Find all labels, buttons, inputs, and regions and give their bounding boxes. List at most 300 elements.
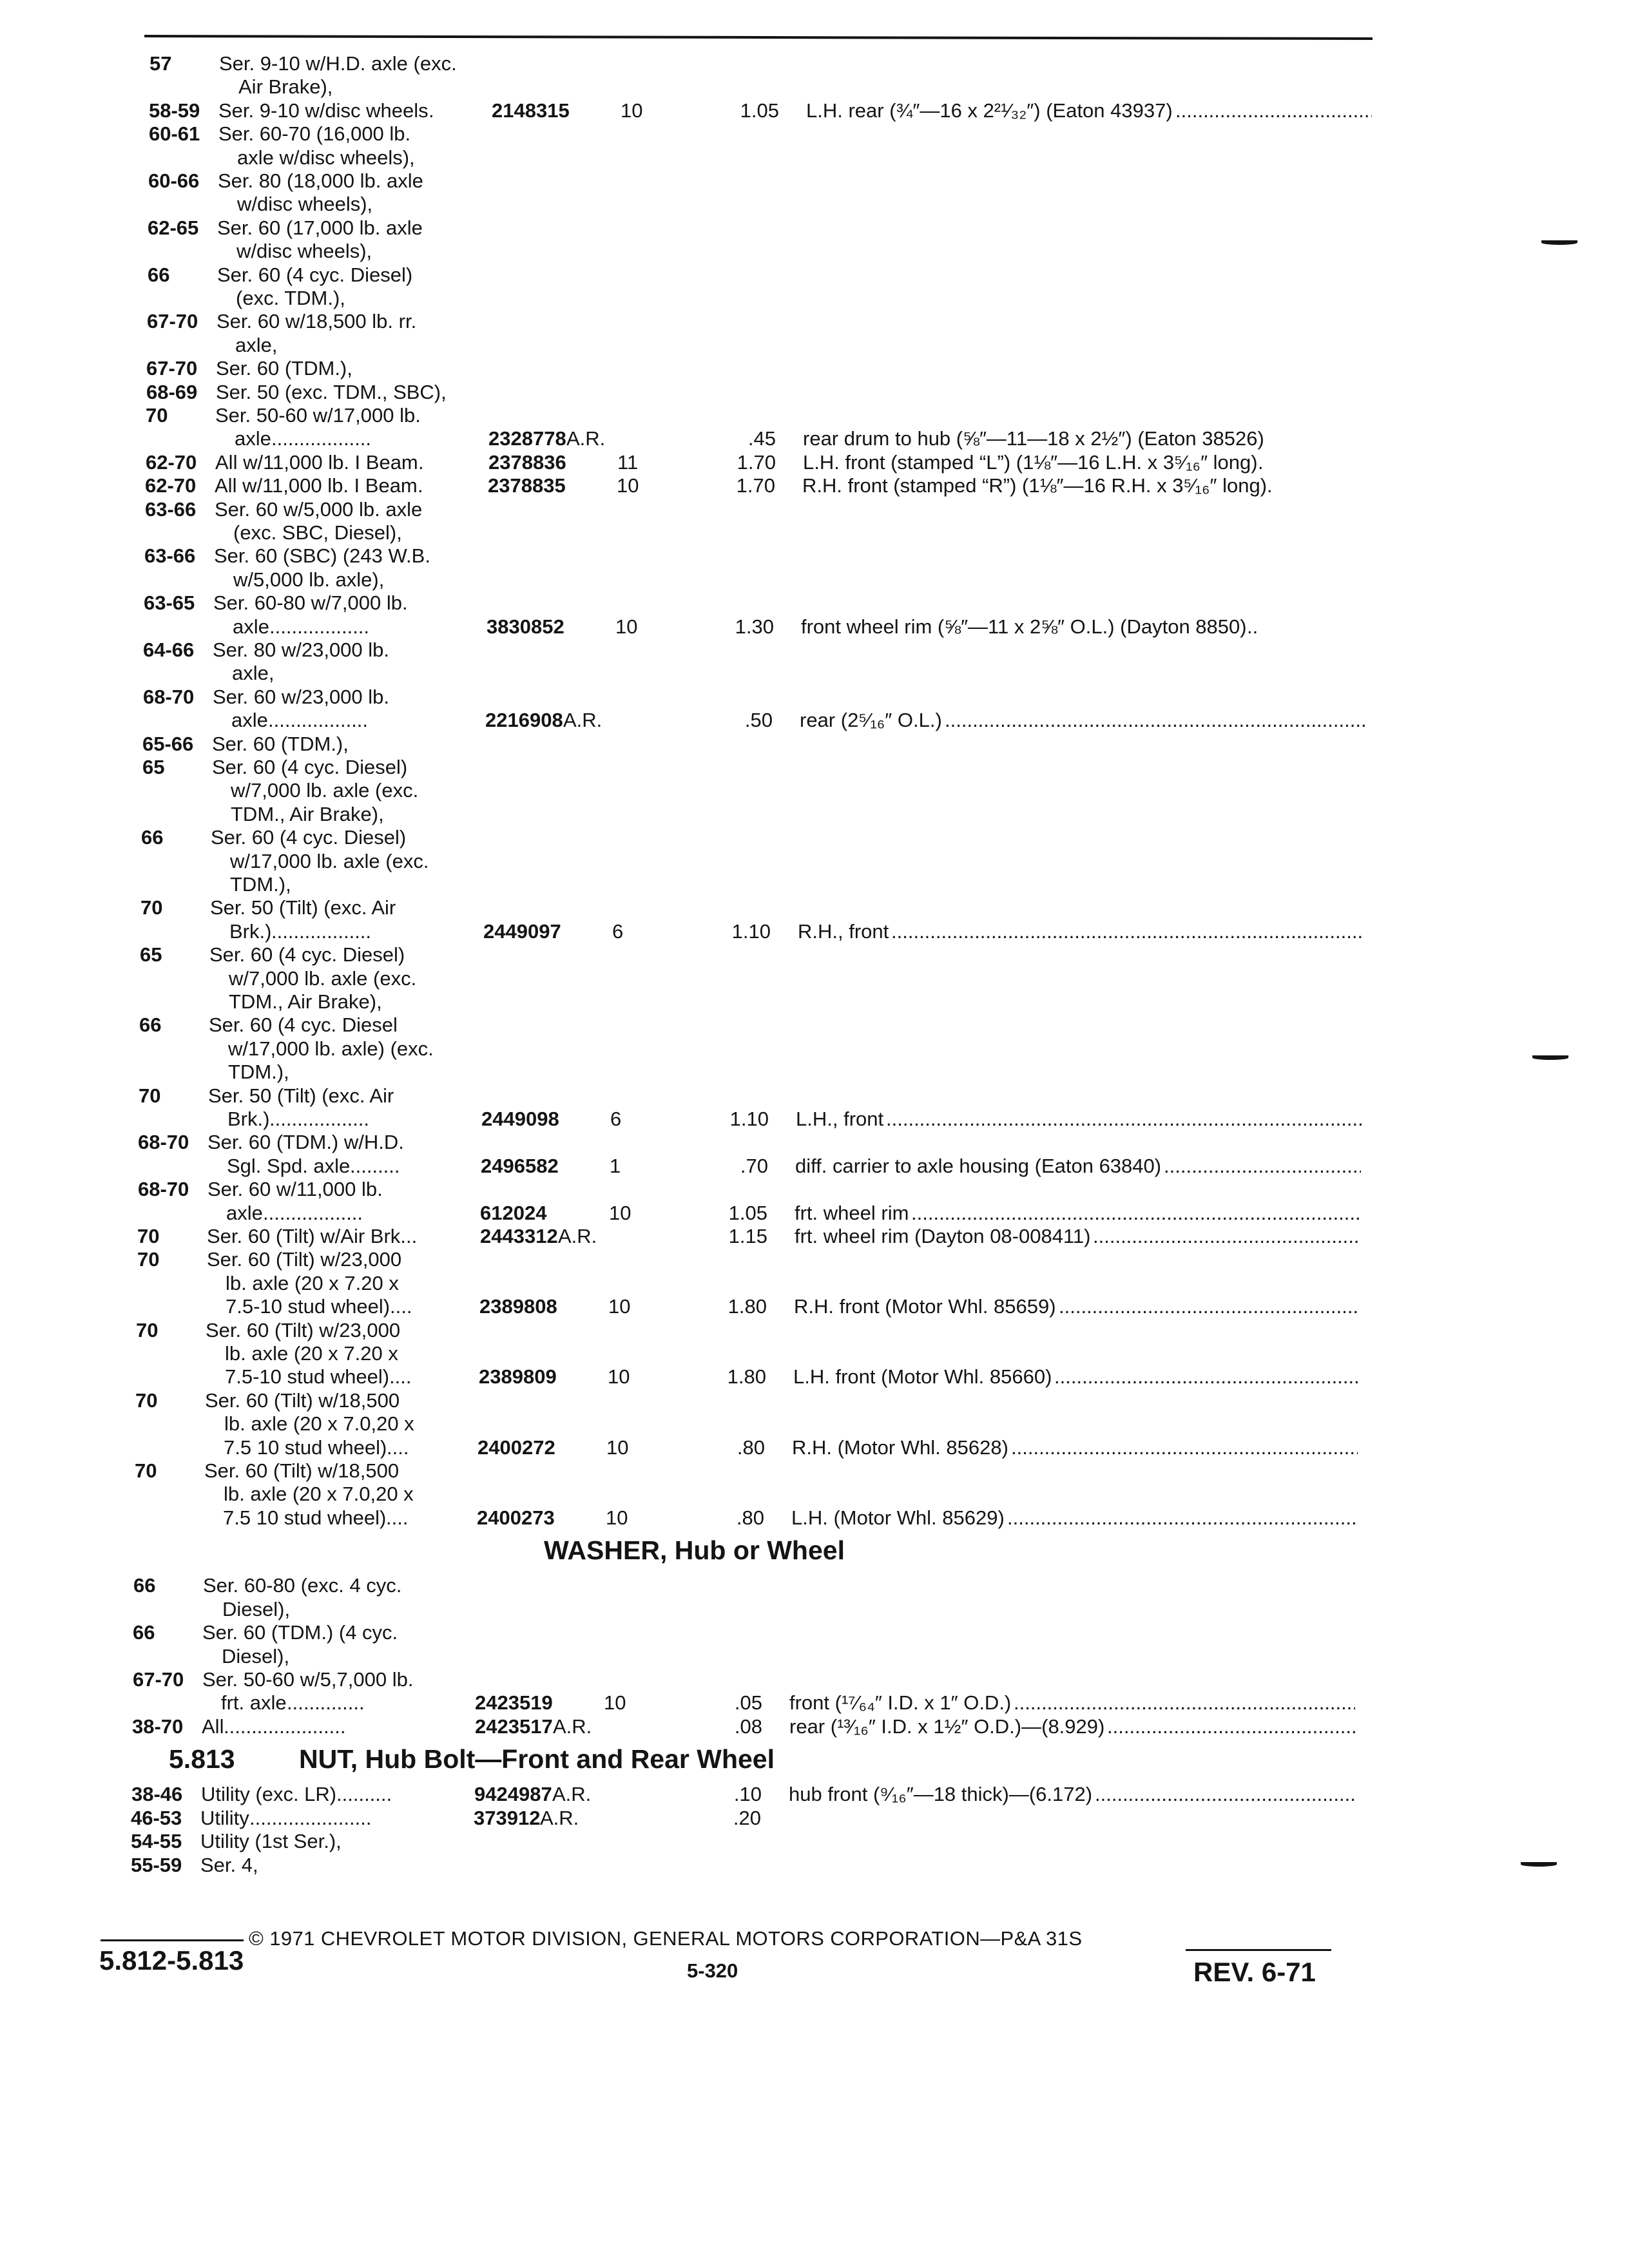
application: Ser. 60 (Tilt) w/Air Brk.	[207, 1225, 406, 1247]
footer-rule-left	[101, 1939, 244, 1941]
catalog-row	[0, 568, 1629, 592]
description: rear drum to hub (⅝″—11—18 x 2½″) (Eaton 38526)	[803, 427, 1264, 450]
application-leader: .........	[350, 1154, 400, 1177]
application: All	[202, 1715, 224, 1738]
application: axle,	[235, 333, 278, 356]
model-year: 54-55	[131, 1830, 182, 1853]
description-leader	[911, 1201, 1360, 1225]
application: w/disc wheels),	[236, 240, 372, 263]
application: All w/11,000 lb. I Beam	[215, 474, 418, 497]
model-year: 58-59	[149, 99, 200, 122]
description-leader	[1175, 99, 1372, 123]
catalog-row	[0, 1318, 1629, 1343]
application: Ser. 60 w/11,000 lb.	[207, 1178, 383, 1201]
catalog-row	[0, 990, 1629, 1014]
catalog-row	[0, 99, 1629, 123]
catalog-row	[0, 591, 1629, 615]
price: 1.80	[727, 1365, 766, 1389]
catalog-row	[0, 1597, 1629, 1622]
application: Utility (1st Ser.),	[200, 1830, 342, 1853]
catalog-row	[0, 1177, 1629, 1202]
catalog-row	[0, 708, 1629, 733]
price: 1.05	[728, 1201, 767, 1224]
binder-mark	[1521, 1862, 1557, 1867]
catalog-row	[0, 52, 1629, 76]
catalog-row	[0, 1482, 1629, 1506]
model-year: 62-70	[146, 450, 197, 474]
application-leader: ..................	[268, 709, 369, 732]
model-year: 66	[133, 1574, 156, 1597]
application: 7.5 10 stud wheel)	[223, 1506, 387, 1529]
catalog-row	[0, 849, 1629, 874]
application: w/disc wheels),	[237, 193, 373, 216]
quantity: A.R.	[552, 1783, 592, 1806]
application: Ser. 9-10 w/H.D. axle (exc.	[219, 52, 457, 75]
section-range: 5.812-5.813	[99, 1945, 244, 1975]
model-year: 55-59	[131, 1853, 182, 1876]
part-number: 2449098	[481, 1108, 559, 1130]
model-year: 66	[133, 1621, 155, 1644]
catalog-row	[0, 497, 1629, 522]
price: 1.80	[728, 1295, 767, 1318]
catalog-row	[0, 122, 1629, 146]
application-leader: ....	[389, 1365, 412, 1389]
application: Ser. 50 (Tilt) (exc. Air	[210, 896, 396, 919]
catalog-row	[0, 778, 1629, 803]
description: R.H. (Motor Whl. 85628)	[792, 1436, 1008, 1459]
part-number: 2328778	[488, 427, 566, 450]
quantity: A.R.	[540, 1806, 579, 1829]
model-year: 67-70	[133, 1667, 184, 1691]
model-year: 60-61	[149, 122, 200, 146]
application-leader: ..	[406, 1225, 418, 1247]
application: Ser. 60 (Tilt) w/18,500	[204, 1459, 400, 1482]
section-title: NUT, Hub Bolt—Front and Rear Wheel	[299, 1744, 775, 1774]
model-year: 38-46	[131, 1783, 183, 1806]
catalog-row	[0, 75, 1629, 99]
catalog-row	[0, 1506, 1629, 1530]
application: axle	[233, 615, 269, 638]
model-year: 70	[140, 896, 163, 919]
catalog-row	[0, 1013, 1629, 1037]
model-year: 66	[141, 826, 164, 849]
price: .10	[733, 1783, 762, 1806]
application: axle	[226, 1201, 263, 1224]
application: Ser. 60 (4 cyc. Diesel)	[212, 756, 408, 778]
quantity: 10	[604, 1691, 626, 1715]
application-leader: ..................	[269, 1108, 370, 1130]
part-number: 2378835	[488, 474, 566, 497]
application-leader: ..................	[269, 615, 370, 638]
application-leader: ..................	[263, 1201, 363, 1224]
catalog-row	[0, 1130, 1629, 1155]
catalog-row	[0, 802, 1629, 827]
model-year: 67-70	[146, 357, 198, 380]
application: Ser. 60 (Tilt) w/23,000	[206, 1318, 401, 1341]
section-heading-row	[0, 1535, 1629, 1568]
application-leader: ..................	[271, 427, 372, 450]
catalog-row	[0, 1154, 1629, 1178]
quantity: 10	[608, 1365, 630, 1389]
quantity: 6	[610, 1108, 622, 1130]
description-leader	[1014, 1691, 1355, 1715]
section-heading-row	[0, 1744, 1629, 1777]
part-number: 2389809	[479, 1365, 557, 1389]
model-year: 65	[140, 943, 162, 966]
model-year: 70	[137, 1248, 160, 1271]
part-number: 2389808	[479, 1295, 557, 1318]
application: All w/11,000 lb. I Beam	[215, 450, 418, 474]
part-number: 2423519	[475, 1691, 553, 1715]
catalog-row	[0, 966, 1629, 991]
model-year: 65-66	[142, 732, 194, 755]
application: Diesel),	[222, 1597, 291, 1620]
application-leader: ..................	[271, 919, 372, 943]
application: lb. axle (20 x 7.20 x	[226, 1271, 399, 1294]
catalog-row	[0, 1644, 1629, 1669]
model-year: 68-70	[138, 1178, 189, 1201]
description-leader	[1011, 1436, 1358, 1460]
application: Ser. 60 w/23,000 lb.	[213, 685, 390, 708]
catalog-row	[0, 1084, 1629, 1108]
copyright-line: © 1971 CHEVROLET MOTOR DIVISION, GENERAL MOTORS CORPORATION—P&A 31S	[249, 1927, 1083, 1950]
model-year: 70	[136, 1318, 159, 1341]
quantity: A.R.	[563, 709, 602, 732]
description-leader	[1059, 1294, 1360, 1319]
application: Utility	[200, 1806, 249, 1829]
price: 1.15	[728, 1225, 767, 1247]
application-leader: ....	[390, 1295, 412, 1318]
model-year: 68-70	[138, 1131, 189, 1154]
application: axle w/disc wheels),	[237, 146, 415, 169]
catalog-row	[0, 1294, 1629, 1319]
catalog-row	[0, 192, 1629, 216]
description: front wheel rim (⅝″—11 x 2⅝″ O.L.) (Dayton 8850)	[801, 615, 1247, 638]
application: Diesel),	[222, 1644, 290, 1667]
description-leader	[1007, 1506, 1357, 1530]
model-year: 70	[139, 1084, 161, 1107]
description: L.H. front (Motor Whl. 85660)	[793, 1365, 1052, 1389]
application: Ser. 50 (Tilt) (exc. Air	[208, 1084, 394, 1107]
description: frt. wheel rim	[795, 1201, 909, 1224]
application: Ser. 60 (TDM.),	[216, 357, 352, 380]
description: frt. wheel rim (Dayton 08-008411)	[795, 1225, 1091, 1247]
description-leader: .	[1267, 474, 1273, 497]
description: hub front (⁹⁄₁₆″—18 thick)—(6.172)	[789, 1783, 1093, 1806]
catalog-row	[0, 356, 1629, 381]
catalog-row	[0, 1459, 1629, 1483]
catalog-row	[0, 1224, 1629, 1249]
application: Ser. 60 (TDM.) (4 cyc.	[202, 1621, 398, 1644]
catalog-row	[0, 732, 1629, 756]
application: Ser. 60 (Tilt) w/23,000	[207, 1248, 402, 1271]
model-year: 62-65	[148, 216, 199, 239]
model-year: 70	[146, 404, 168, 427]
catalog-row	[0, 1691, 1629, 1715]
price: .80	[736, 1506, 764, 1529]
description: rear (¹³⁄₁₆″ I.D. x 1½″ O.D.)—(8.929)	[789, 1715, 1105, 1738]
catalog-row	[0, 661, 1629, 686]
quantity: 10	[615, 615, 638, 638]
price: 1.70	[736, 474, 775, 497]
catalog-row	[0, 169, 1629, 193]
model-year: 64-66	[143, 639, 195, 661]
catalog-row	[0, 1389, 1629, 1413]
application: lb. axle (20 x 7.20 x	[225, 1342, 398, 1365]
catalog-row	[0, 1620, 1629, 1645]
binder-mark	[1541, 240, 1577, 245]
price: .08	[734, 1715, 762, 1738]
description: L.H. rear (¾″—16 x 2²¹⁄₃₂″) (Eaton 43937)	[806, 99, 1173, 122]
model-year: 68-69	[146, 380, 198, 403]
model-year: 63-65	[144, 591, 195, 615]
model-year: 65	[142, 756, 165, 778]
model-year: 70	[137, 1225, 160, 1247]
application: Ser. 60 (Tilt) w/18,500	[205, 1389, 400, 1412]
application: Ser. 80 (18,000 lb. axle	[218, 169, 423, 192]
quantity: 10	[606, 1436, 629, 1459]
application: frt. axle	[221, 1691, 287, 1715]
page-number: 5-320	[687, 1959, 738, 1982]
catalog-row	[0, 1271, 1629, 1296]
section-number: 5.813	[169, 1744, 235, 1774]
model-year: 46-53	[131, 1806, 182, 1829]
description-leader	[1093, 1224, 1360, 1249]
application: (exc. TDM.),	[236, 287, 345, 309]
catalog-row	[0, 1201, 1629, 1225]
part-number: 2148315	[492, 99, 570, 122]
catalog-row	[0, 380, 1629, 405]
description: R.H., front	[798, 919, 889, 943]
part-number: 9424987	[474, 1783, 552, 1806]
application: Ser. 60 (TDM.),	[212, 732, 349, 755]
description: R.H. front (stamped “R”) (1⅛″—16 R.H. x 3⁵⁄₁₆″ long)	[802, 474, 1268, 497]
model-year: 66	[139, 1014, 162, 1037]
application: axle	[231, 709, 268, 732]
model-year: 57	[149, 52, 172, 75]
catalog-row	[0, 309, 1629, 334]
application: Ser. 60 w/18,500 lb. rr.	[217, 310, 417, 333]
catalog-row	[0, 685, 1629, 709]
catalog-row	[0, 919, 1629, 944]
catalog-row	[0, 403, 1629, 428]
description: diff. carrier to axle housing (Eaton 63840)	[795, 1154, 1162, 1177]
description-leader: ..	[1247, 615, 1258, 638]
price: .50	[744, 709, 773, 732]
application: TDM., Air Brake),	[231, 802, 384, 825]
quantity: 6	[612, 919, 624, 943]
description-leader	[1164, 1154, 1361, 1178]
price: 1.30	[735, 615, 774, 638]
price: 1.05	[740, 99, 779, 122]
part-number: 2443312	[480, 1225, 558, 1247]
catalog-row	[0, 1715, 1629, 1739]
footer-rule-right	[1186, 1949, 1331, 1951]
catalog-row	[0, 825, 1629, 850]
application: w/17,000 lb. axle (exc.	[230, 849, 429, 872]
quantity: 10	[621, 99, 643, 122]
part-number: 2400273	[477, 1506, 555, 1529]
price: 1.10	[731, 919, 771, 943]
quantity: 11	[617, 450, 639, 474]
application: Ser. 4,	[200, 1853, 258, 1876]
application: w/5,000 lb. axle),	[233, 568, 385, 591]
application: Ser. 50-60 w/17,000 lb.	[215, 404, 421, 427]
model-year: 63-66	[145, 497, 197, 521]
application: 7.5-10 stud wheel)	[225, 1365, 390, 1389]
description-leader: .	[1258, 450, 1264, 474]
application-leader: ..............	[287, 1691, 365, 1715]
application: axle	[235, 427, 271, 450]
catalog-row	[0, 263, 1629, 287]
description-leader	[945, 708, 1365, 733]
application: 7.5-10 stud wheel)	[226, 1295, 390, 1318]
application-leader: .	[418, 474, 423, 497]
catalog-row	[0, 896, 1629, 920]
catalog-row	[0, 872, 1629, 897]
top-rule	[144, 35, 1373, 40]
part-number: 2449097	[483, 919, 561, 943]
catalog-row	[0, 239, 1629, 264]
application: Ser. 9-10 w/disc wheels	[218, 99, 429, 122]
catalog-row	[0, 216, 1629, 240]
price: 1.70	[737, 450, 776, 474]
catalog-row	[0, 1573, 1629, 1598]
application: Ser. 50 (exc. TDM., SBC),	[216, 380, 447, 403]
model-year: 38-70	[132, 1715, 184, 1738]
quantity: 1	[610, 1154, 621, 1177]
application: 7.5 10 stud wheel)	[224, 1436, 387, 1459]
catalog-row	[0, 1829, 1629, 1854]
description: L.H. (Motor Whl. 85629)	[791, 1506, 1005, 1529]
model-year: 66	[148, 263, 170, 286]
price: .45	[747, 427, 776, 450]
catalog-row	[0, 1412, 1629, 1436]
description-leader	[1095, 1782, 1354, 1807]
application: Ser. 60 (SBC) (243 W.B.	[214, 544, 430, 568]
section-title: WASHER, Hub or Wheel	[544, 1535, 845, 1565]
price: 1.10	[729, 1108, 769, 1130]
application: w/7,000 lb. axle (exc.	[231, 779, 419, 802]
catalog-row	[0, 1667, 1629, 1692]
application: TDM.),	[228, 1061, 289, 1084]
application: TDM., Air Brake),	[229, 990, 382, 1013]
model-year: 62-70	[145, 474, 197, 497]
part-number: 2496582	[481, 1154, 559, 1177]
description-leader	[1107, 1715, 1355, 1739]
application: lb. axle (20 x 7.0,20 x	[224, 1412, 414, 1436]
application-leader: .	[418, 450, 424, 474]
application: Sgl. Spd. axle	[227, 1154, 351, 1177]
application: (exc. SBC, Diesel),	[233, 521, 402, 544]
quantity: A.R.	[558, 1225, 597, 1247]
binder-mark	[1532, 1055, 1568, 1060]
part-number: 612024	[480, 1201, 547, 1224]
part-number: 2423517	[475, 1715, 553, 1738]
application: Ser. 60-70 (16,000 lb.	[218, 122, 411, 146]
catalog-row	[0, 755, 1629, 780]
application-leader: ......................	[224, 1715, 346, 1738]
catalog-row	[0, 1806, 1629, 1831]
quantity: 10	[606, 1506, 628, 1529]
revision-label: REV. 6-71	[1193, 1957, 1316, 1987]
application: Ser. 60-80 (exc. 4 cyc.	[203, 1574, 402, 1597]
model-year: 60-66	[148, 169, 200, 192]
application: Ser. 60 (4 cyc. Diesel)	[211, 826, 407, 849]
price: .05	[734, 1691, 762, 1715]
catalog-row	[0, 521, 1629, 545]
application: lb. axle (20 x 7.0,20 x	[224, 1483, 414, 1506]
model-year: 68-70	[143, 685, 195, 708]
catalog-row	[0, 333, 1629, 358]
catalog-row	[0, 1037, 1629, 1061]
application: Utility (exc. LR)	[201, 1783, 337, 1806]
part-number: 3830852	[487, 615, 564, 638]
part-number: 373912	[474, 1806, 541, 1829]
description-leader	[1054, 1365, 1359, 1389]
catalog-row	[0, 615, 1629, 639]
description: front (¹⁷⁄₆₄″ I.D. x 1″ O.D.)	[789, 1691, 1012, 1715]
application: Ser. 50-60 w/5,7,000 lb.	[202, 1667, 414, 1691]
application-leader: ..........	[336, 1783, 392, 1806]
catalog-row	[0, 1107, 1629, 1131]
application: Ser. 60 w/5,000 lb. axle	[215, 497, 423, 521]
application: TDM.),	[230, 873, 291, 896]
description: rear (2⁵⁄₁₆″ O.L.)	[800, 709, 942, 732]
catalog-row	[0, 1247, 1629, 1272]
application: axle,	[232, 662, 275, 685]
catalog-row	[0, 474, 1629, 498]
part-number: 2378836	[488, 450, 566, 474]
model-year: 63-66	[144, 544, 196, 568]
application-leader: ......................	[249, 1806, 372, 1829]
application: Air Brake),	[238, 75, 333, 99]
catalog-row	[0, 450, 1629, 475]
application: Ser. 60 (17,000 lb. axle	[217, 216, 423, 239]
model-year: 70	[135, 1389, 158, 1412]
description-leader	[886, 1107, 1362, 1131]
price: .70	[740, 1154, 768, 1177]
quantity: 10	[617, 474, 639, 497]
application: Brk.)	[227, 1108, 270, 1130]
catalog-row	[0, 146, 1629, 170]
part-number: 2400272	[477, 1436, 555, 1459]
application: w/7,000 lb. axle (exc.	[229, 966, 417, 990]
application: Ser. 60 (4 cyc. Diesel)	[209, 943, 405, 966]
description: R.H. front (Motor Whl. 85659)	[794, 1295, 1056, 1318]
application: Ser. 60-80 w/7,000 lb.	[213, 591, 408, 615]
application-leader: ....	[386, 1506, 409, 1529]
part-number: 2216908	[485, 709, 563, 732]
application: w/17,000 lb. axle) (exc.	[228, 1037, 434, 1060]
catalog-row	[0, 1782, 1629, 1807]
catalog-row	[0, 943, 1629, 967]
model-year: 70	[135, 1459, 157, 1482]
application: Ser. 60 (TDM.) w/H.D.	[207, 1131, 404, 1154]
description-leader	[891, 919, 1364, 944]
quantity: 10	[609, 1201, 631, 1224]
quantity: 10	[608, 1295, 631, 1318]
catalog-row	[0, 1853, 1629, 1878]
catalog-row	[0, 1341, 1629, 1366]
description: L.H. front (stamped “L”) (1⅛″—16 L.H. x 3⁵⁄₁₆″ long)	[803, 450, 1258, 474]
quantity: A.R.	[553, 1715, 592, 1738]
catalog-row	[0, 427, 1629, 451]
quantity: A.R.	[566, 427, 606, 450]
catalog-row	[0, 286, 1629, 311]
price: .80	[737, 1436, 765, 1459]
application: Ser. 60 (4 cyc. Diesel	[209, 1014, 398, 1037]
